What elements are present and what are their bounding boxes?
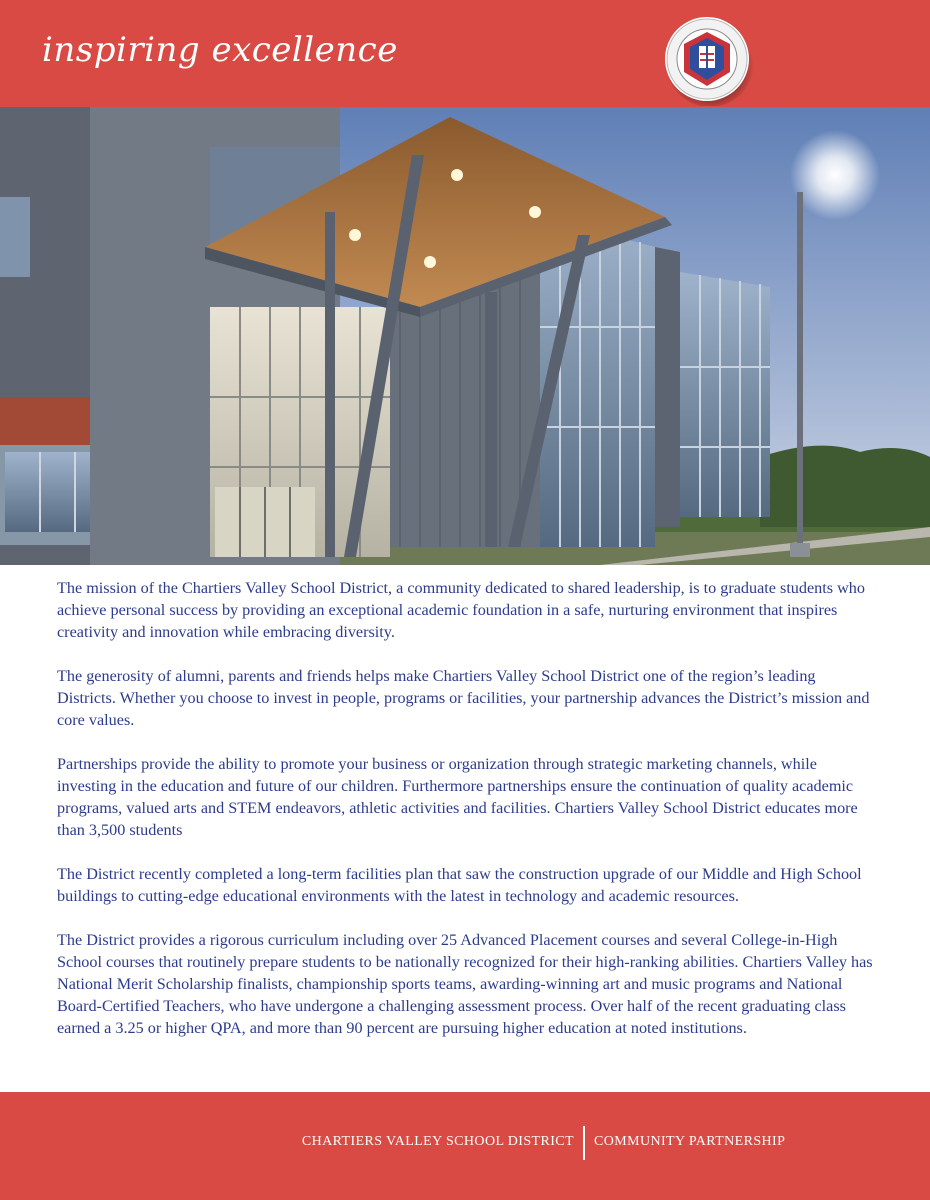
footer-district-name: CHARTIERS VALLEY SCHOOL DISTRICT xyxy=(301,1134,574,1149)
footer-banner xyxy=(0,1092,930,1200)
footer-divider xyxy=(583,1126,585,1160)
generosity-paragraph: The generosity of alumni, parents and friends helps make Chartiers Valley School District one of the region’s leading Districts. Whether you choose to invest in people, programs or facilities, your partnership advances the District’s mission and core values. xyxy=(57,667,870,729)
footer-community-partnership: COMMUNITY PARTNERSHIP xyxy=(594,1134,786,1149)
facilities-paragraph: The District recently completed a long-term facilities plan that saw the construction upgrade of our Middle and High School buildings to cutting-edge educational environments with the latest in technology and academic resources. xyxy=(57,865,862,905)
curriculum-paragraph: The District provides a rigorous curriculum including over 25 Advanced Placement courses and several College-in-High School courses that routinely prepare students to be nationally recognized for their high-ranking abilities. Chartiers Valley has National Merit Scholarship finalists, championship sports teams, awarding-winning art and music programs and National Board-Certified Teachers, who have undergone a challenging assessment process. Over half of the recent graduating class earned a 3.25 or higher QPA, and more than 90 percent are pursuing higher education at noted institutions. xyxy=(57,931,873,1037)
body-content xyxy=(57,577,877,1061)
tagline: inspiring excellence xyxy=(42,30,398,70)
partnerships-paragraph: Partnerships provide the ability to promote your business or organization through strategic marketing channels, while investing in the education and future of our children. Furthermore partnerships ensure the continuation of quality academic programs, valued arts and STEM endeavors, athletic activities and facilities. Chartiers Valley School District educates more than 3,500 students xyxy=(57,755,858,839)
header-banner xyxy=(0,0,930,107)
school-building-photo xyxy=(0,107,930,565)
mission-paragraph: The mission of the Chartiers Valley School District, a community dedicated to shared leadership, is to graduate students who achieve personal success by providing an exceptional academic foundation in a safe, nurturing environment that inspires creativity and innovation while embracing diversity. xyxy=(57,579,865,641)
school-district-seal-icon xyxy=(662,14,754,106)
